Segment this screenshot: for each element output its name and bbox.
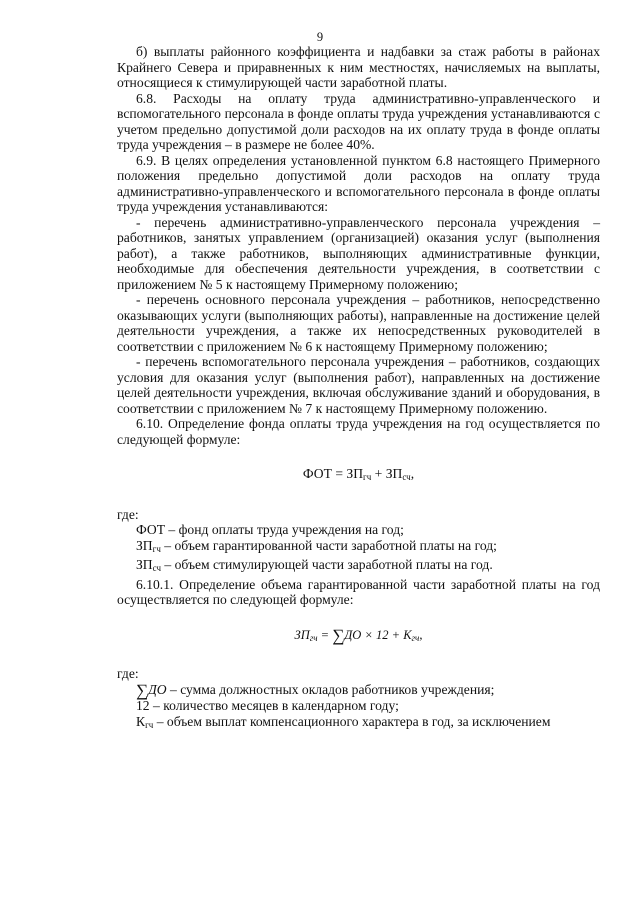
formula-zp-eq: =	[317, 627, 333, 642]
page-number: 9	[316, 30, 324, 44]
formula-zp-body: ДО × 12 + K	[344, 627, 412, 642]
document-body	[117, 44, 600, 733]
def-zp-gch-main: ЗП	[136, 537, 153, 553]
def-zp-sch-main: ЗП	[136, 557, 153, 572]
def-k-text: – объем выплат компенсационного характера в год, за исключением	[153, 713, 551, 729]
def-fot: ФОТ – фонд оплаты труда учреждения на год;	[136, 522, 404, 537]
formula-zp-gch	[117, 625, 600, 647]
def-k-sub: гч	[145, 719, 154, 730]
list-item-admin-staff: - перечень административно-управленческого персонала учреждения – работников, занятых управлением (организацией) оказания услуг (выполнения работ), а также работников, выполняющих административные функции, необходимые для обеспечения деятельности учреждения, в соответствии с приложением № 5 к настоящему Примерному положению;	[117, 214, 600, 292]
def-sum-do	[117, 682, 600, 699]
where-label-1: где:	[117, 506, 139, 522]
paragraph-b-item: б) выплаты районного коэффициента и надбавки за стаж работы в районах Крайнего Севера и приравненных к ним местностях, начисляемых на выплаты, относящиеся к стимулирующей части заработной платы.	[117, 44, 600, 90]
def-zp-sch	[117, 557, 600, 577]
formula-fot-lhs: ФОТ = ЗП	[302, 466, 364, 481]
formula-fot-sub1: гч	[363, 472, 372, 482]
formula-fot	[117, 466, 600, 486]
formula-zp-tail: ,	[419, 627, 423, 642]
paragraph-6-9: 6.9. В целях определения установленной пунктом 6.8 настоящего Примерного положения предельно допустимой доли расходов на оплату труда административно-управленческого и вспомогательного персонала в фонде оплаты труда учреждения устанавливаются:	[117, 152, 600, 214]
formula-zp-k-sub: гч	[411, 632, 420, 643]
list-item-main-staff: - перечень основного персонала учреждения – работников, непосредственно оказывающих услуги (выполняющих работы), направленные на достижение целей деятельности учреждения, а также их непосредственных руководителей в соответствии с приложением № 6 к настоящему Примерному положению;	[117, 292, 600, 354]
sigma-symbol: ∑	[332, 625, 345, 645]
def-zp-gch-text: – объем гарантированной части заработной платы на год;	[160, 537, 497, 553]
formula-zp-lhs: ЗП	[294, 627, 310, 642]
def-zp-gch-sub: гч	[152, 543, 161, 554]
paragraph-6-10-1: 6.10.1. Определение объема гарантированной части заработной платы на год осуществляется по следующей формуле:	[117, 576, 600, 607]
formula-zp-lhs-sub: гч	[309, 632, 318, 643]
paragraph-6-10: 6.10. Определение фонда оплаты труда учреждения на год осуществляется по следующей формуле:	[117, 416, 600, 447]
def-do-text: – сумма должностных окладов работников учреждения;	[166, 681, 495, 697]
def-zp-gch	[117, 538, 600, 558]
def-zp-sch-text: – объем стимулирующей части заработной платы на год.	[160, 557, 493, 572]
list-item-support-staff: - перечень вспомогательного персонала учреждения – работников, создающих условия для оказания услуг (выполнения работ), направленных на достижение целей деятельности учреждения, включая обслуживание зданий и оборудования, в соответствии с приложением № 7 к настоящему Примерному положению.	[117, 354, 600, 416]
def-do-label: ДО	[148, 681, 167, 697]
formula-fot-plus: + ЗП	[371, 466, 403, 481]
def-k-main: К	[136, 713, 146, 729]
paragraph-6-8: 6.8. Расходы на оплату труда административно-управленческого и вспомогательного персонала в фонде оплаты труда учреждения устанавливаются с учетом предельно допустимой доли расходов на их оплату труда в фонде оплаты труда учреждения – в размере не более 40%.	[117, 90, 600, 152]
sigma-symbol-def: ∑	[136, 680, 149, 700]
def-k-gch	[117, 714, 600, 734]
formula-fot-sub2: сч	[402, 472, 411, 482]
def-zp-sch-sub: сч	[152, 563, 161, 573]
formula-fot-tail: ,	[410, 466, 415, 481]
def-months: 12 – количество месяцев в календарном году;	[136, 698, 399, 713]
where-label-2: где:	[117, 666, 139, 681]
